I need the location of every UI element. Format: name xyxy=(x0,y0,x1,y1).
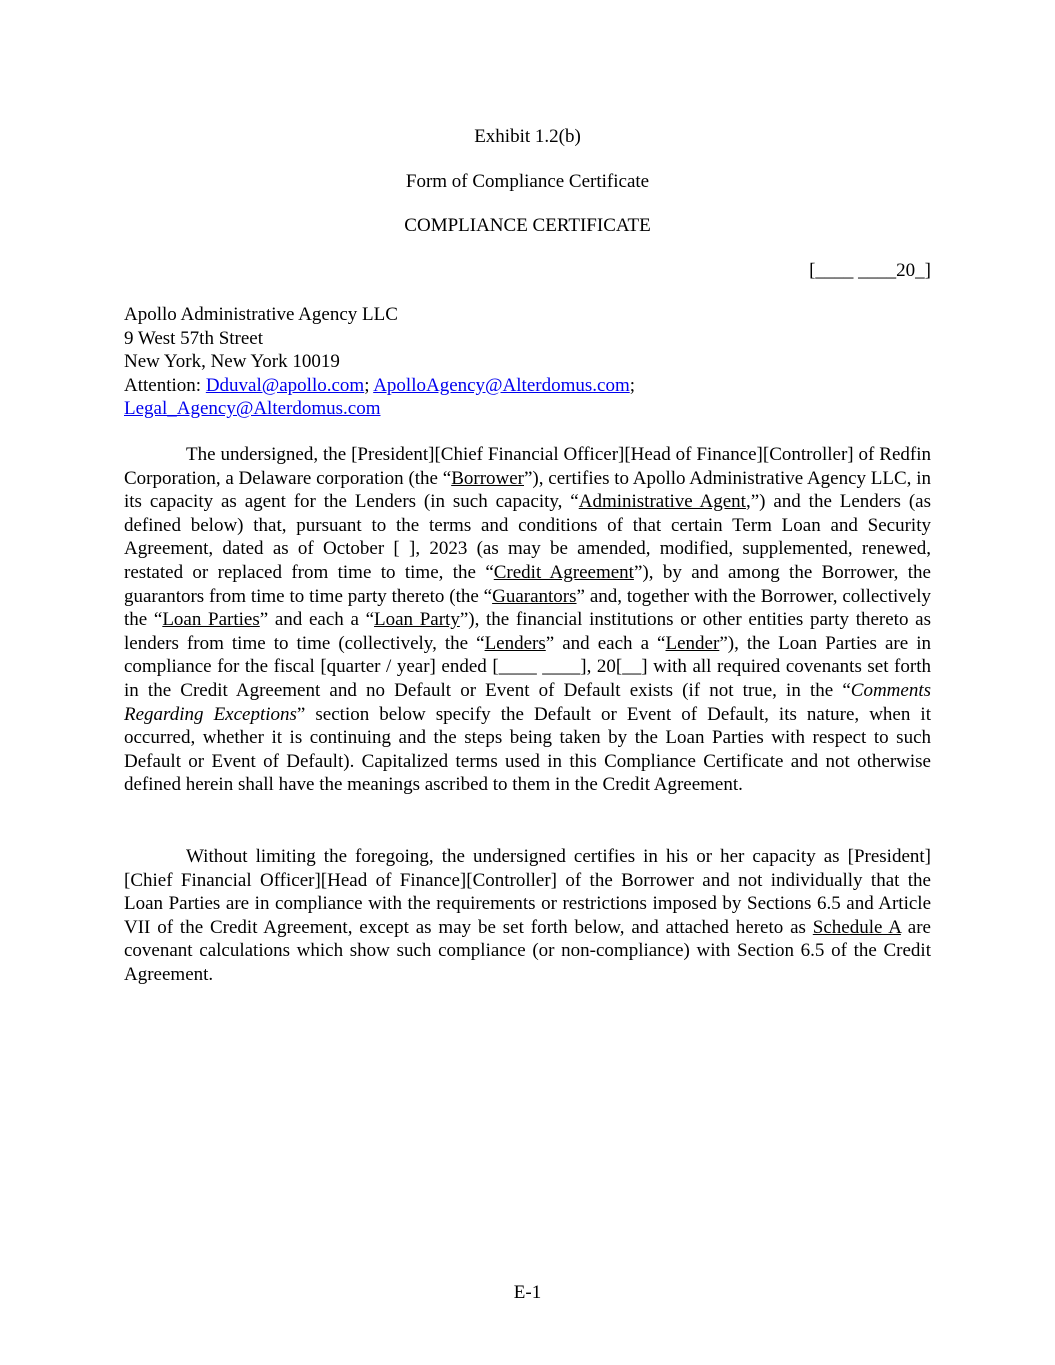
separator: ; xyxy=(629,374,636,396)
certification-paragraph xyxy=(124,443,931,797)
defined-term-credit-agreement: Credit Agreement xyxy=(493,561,634,583)
certificate-title: COMPLIANCE CERTIFICATE xyxy=(404,215,651,236)
date-placeholder: [____ ____20_] xyxy=(809,260,931,281)
address-line-street: 9 West 57th Street xyxy=(124,327,264,349)
attention-line xyxy=(124,374,931,398)
exhibit-label: Exhibit 1.2(b) xyxy=(474,126,581,147)
defined-term-borrower: Borrower xyxy=(451,467,524,489)
text-run: ”), the financial institutions or other entities party thereto as lenders from time to time (collectively, the “ xyxy=(124,609,931,654)
text-run: are covenant calculations which show such compliance (or non-compliance) with Section 6.5 of the Credit Agreement. xyxy=(124,916,931,985)
text-run: Without limiting the foregoing, the undersigned certifies in his or her capacity as [President][Chief Financial Officer][Head of Finance][Controller] of the Borrower and not individually that the Loan Parties are in compliance with the requirements or restrictions imposed by Sections 6.5 and Article VII of the Credit Agreement, except as may be set forth below, and attached hereto as xyxy=(124,846,931,938)
text-run: The undersigned, the [President][Chief Financial Officer][Head of Finance][Controller] of Redfin Corporation, a Delaware corporation (the “ xyxy=(124,444,931,489)
attention-line-continued xyxy=(124,397,931,421)
text-run: ”), the Loan Parties are in compliance for the fiscal [quarter / year] ended [____ ____], 20[__] with all required covenants set forth in the Credit Agreement and no Default or Event of Default exists (if not true, in the “ xyxy=(124,632,931,701)
separator: ; xyxy=(364,374,374,396)
defined-term-lenders: Lenders xyxy=(484,632,546,654)
address-line-company: Apollo Administrative Agency LLC xyxy=(124,304,398,325)
text-run: ”), certifies to Apollo Administrative Agency LLC, in its capacity as agent for the Lenders (in such capacity, “ xyxy=(124,467,931,513)
defined-term-administrative-agent: Administrative Agent xyxy=(578,491,746,513)
email-link-dduval[interactable]: Dduval@apollo.com xyxy=(205,374,365,396)
recipient-address xyxy=(124,303,931,421)
email-link-legal-agency[interactable]: Legal_Agency@Alterdomus.com xyxy=(124,398,381,420)
compliance-paragraph xyxy=(124,845,931,987)
email-link-apollo-agency[interactable]: ApolloAgency@Alterdomus.com xyxy=(373,374,630,396)
text-run: ,”) and the Lenders (as defined below) that, pursuant to the terms and conditions of that certain Term Loan and Security Agreement, dated as of October [ ], 2023 (as may be amended, modified, supplemented, renewed, restated or replaced from time to time, the “ xyxy=(124,491,931,583)
form-title: Form of Compliance Certificate xyxy=(405,171,650,192)
address-line-city: New York, New York 10019 xyxy=(124,351,340,373)
text-run: ” and each a “ xyxy=(545,632,666,654)
text-run: ” and each a “ xyxy=(259,609,375,631)
text-run: ” and, together with the Borrower, collectively the “ xyxy=(124,585,931,631)
defined-term-loan-party: Loan Party xyxy=(374,609,460,631)
schedule-a-reference: Schedule A xyxy=(812,916,901,938)
defined-term-guarantors: Guarantors xyxy=(492,585,577,607)
page-number: E-1 xyxy=(513,1282,542,1303)
defined-term-loan-parties: Loan Parties xyxy=(162,609,260,631)
defined-term-lender: Lender xyxy=(665,632,720,654)
attention-label: Attention: xyxy=(124,374,206,396)
text-run: ” section below specify the Default or Event of Default, its nature, when it occurred, whether it is continuing and the steps being taken by the Loan Parties with respect to such Default or Event of Default). Capitalized terms used in this Compliance Certificate and not otherwise defined herein shall have the meanings ascribed to them in the Credit Agreement. xyxy=(124,703,931,796)
text-run: ”), by and among the Borrower, the guarantors from time to time party thereto (the “ xyxy=(124,561,931,607)
section-reference-comments: Comments Regarding Exceptions xyxy=(124,679,931,725)
